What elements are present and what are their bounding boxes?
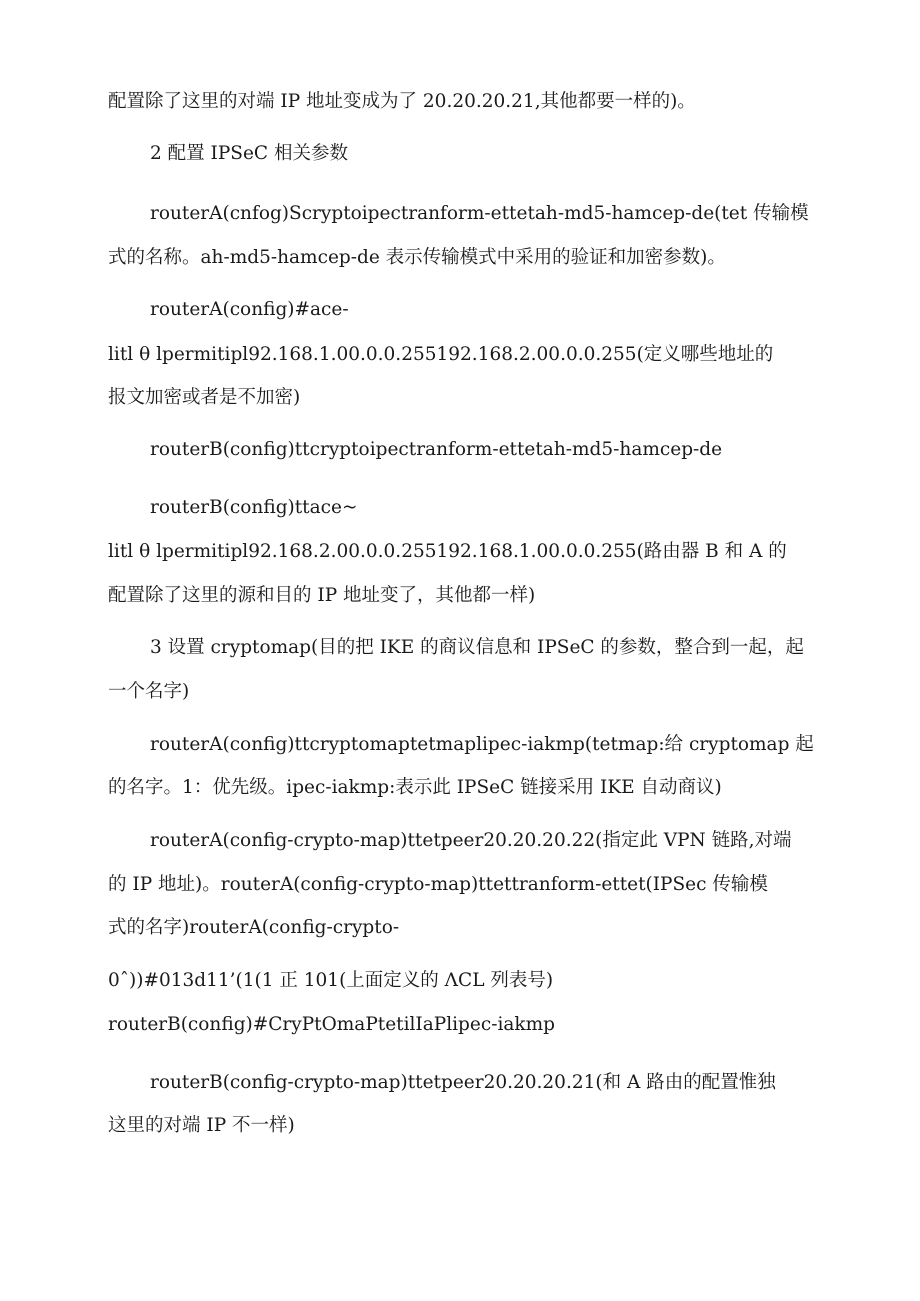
text-line: litl θ lpermitipl92.168.2.00.0.0.255192.168.1.00.0.0.255(路由器 B 和 A 的 [108,541,787,562]
text-line: routerA(config-crypto-map)ttetpeer20.20.20.22(指定此 VPN 链路,对端 [150,830,792,851]
text-line: 的名字。1：优先级。ipec-iakmp:表示此 IPSeC 链接采用 IKE 自动商议) [108,777,722,798]
text-line: 这里的对端 IP 不一样) [108,1115,295,1136]
text-line: 0ˆ))#013d11’(1(1 正 101(上面定义的 ΛCL 列表号) [108,970,554,991]
text-line: routerA(config)ttcryptomaptetmaplipec-iakmp(tetmap:给 cryptomap 起 [150,734,814,755]
text-line: routerB(config)#CryPtOmaPtetilIaPlipec-iakmp [108,1014,555,1035]
section-heading: 2 配置 IPSeC 相关参数 [150,143,348,164]
section-heading: 3 设置 cryptomap(目的把 IKE 的商议信息和 IPSeC 的参数，整合到一起，起 [150,637,804,658]
text-line: 一个名字) [108,681,190,702]
text-line: 报文加密或者是不加密) [108,387,301,408]
text-line: 的 IP 地址)。routerA(config-crypto-map)ttettranform-ettet(IPSec 传输模 [108,874,768,895]
text-line: 式的名称。ah-md5-hamcep-de 表示传输模式中采用的验证和加密参数)。 [108,247,726,268]
text-line: routerB(config-crypto-map)ttetpeer20.20.20.21(和 A 路由的配置惟独 [150,1072,776,1093]
text-line: routerA(cnfog)Scryptoipectranform-ettetah-md5-hamcep-de(tet 传输模 [150,203,809,224]
text-line: routerA(config)#ace- [150,299,349,320]
text-line: routerB(config)ttace~ [150,497,358,518]
text-line: routerB(config)ttcryptoipectranform-ettetah-md5-hamcep-de [150,439,723,460]
text-line: 式的名字)routerA(config-crypto- [108,917,400,938]
text-line: 配置除了这里的源和目的 IP 地址变了，其他都一样) [108,585,536,606]
text-line: litl θ lpermitipl92.168.1.00.0.0.255192.168.2.00.0.0.255(定义哪些地址的 [108,344,774,365]
text-line: 配置除了这里的对端 IP 地址变成为了 20.20.20.21,其他都要一样的)。 [108,91,696,112]
